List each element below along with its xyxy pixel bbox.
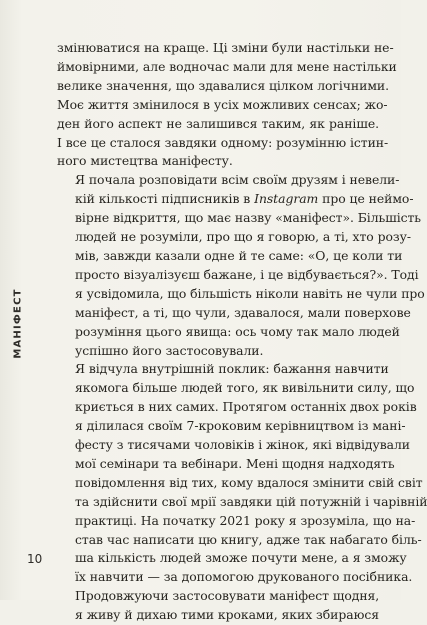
- text-line: І все це сталося завдяки одному: розумінню істин-: [57, 134, 389, 150]
- text-line: велике значення, що здавалися цілком логічними.: [57, 77, 390, 93]
- text-line: ймовірними, але водночас мали для мене настільки: [57, 58, 397, 74]
- body-text: [57, 39, 427, 625]
- paragraph-3: [57, 360, 427, 587]
- text-line: Я почала розповідати всім своїм друзям і невели-: [75, 172, 400, 188]
- text-line: мів, завжди казали одне й те саме: «О, це коли ти: [75, 247, 403, 263]
- text-line: їх навчити — за допомогою друкованого посібника.: [75, 569, 413, 585]
- text-line: вірне відкриття, що має назву «маніфест». Більшість: [75, 210, 422, 226]
- text-line-instagram: кій кількості підписників в Instagram про це неймо-: [75, 191, 414, 207]
- text-line: я ділилася своїм 7-кроковим керівництвом із мані-: [75, 418, 406, 434]
- text-line: успішно його застосовували.: [75, 342, 264, 358]
- text-line: Моє життя змінилося в усіх можливих сенсах; жо-: [57, 96, 388, 112]
- text-line: я живу й дихаю тими кроками, яких збираюся: [75, 607, 379, 623]
- text-line: повідомлення від тих, кому вдалося змінити свій світ: [75, 474, 423, 490]
- text-line: став час написати цю книгу, адже так набагато біль-: [75, 531, 422, 547]
- text-line: практиці. На початку 2021 року я зрозуміла, що на-: [75, 512, 416, 528]
- text-line: якомога більше людей того, як вивільнити силу, що: [75, 380, 415, 396]
- text-line: криється в них самих. Протягом останніх двох років: [75, 399, 417, 415]
- text-line: мої семінари та вебінари. Мені щодня надходять: [75, 455, 395, 471]
- text-line: Я відчула внутрішній поклик: бажання навчити: [75, 361, 389, 377]
- text-line: маніфест, а ті, що чули, здавалося, мали поверхове: [75, 304, 411, 320]
- text-line: змінюватися на краще. Ці зміни були настільки не-: [57, 40, 394, 55]
- text-line: ного мистецтва маніфесту.: [57, 153, 233, 169]
- text-line: фесту з тисячами чоловіків і жінок, які відвідували: [75, 437, 411, 453]
- text-line: ша кількість людей зможе почути мене, а я зможу: [75, 550, 407, 566]
- paragraph-2: [57, 171, 425, 360]
- page-number: 10: [27, 552, 43, 566]
- text-line: ден його аспект не залишився таким, як раніше.: [57, 115, 379, 131]
- text-line: я усвідомила, що більшість ніколи навіть не чули про: [75, 285, 425, 301]
- text-line: людей не розуміли, про що я говорю, а ті, хто розу-: [75, 229, 411, 245]
- text-line: просто візуалізуєш бажане, і це відбувається?». Тоді: [75, 266, 419, 282]
- paragraph-1: [57, 39, 397, 171]
- text-line: розуміння цього явища: ось чому так мало людей: [75, 323, 400, 339]
- text-line: та здійснити свої мрії завдяки цій потужній і чарівній: [75, 493, 427, 509]
- running-head: МАНІФЕСТ: [12, 288, 24, 359]
- text-line: Продовжуючи застосовувати маніфест щодня,: [75, 588, 380, 604]
- paragraph-4: [57, 587, 379, 625]
